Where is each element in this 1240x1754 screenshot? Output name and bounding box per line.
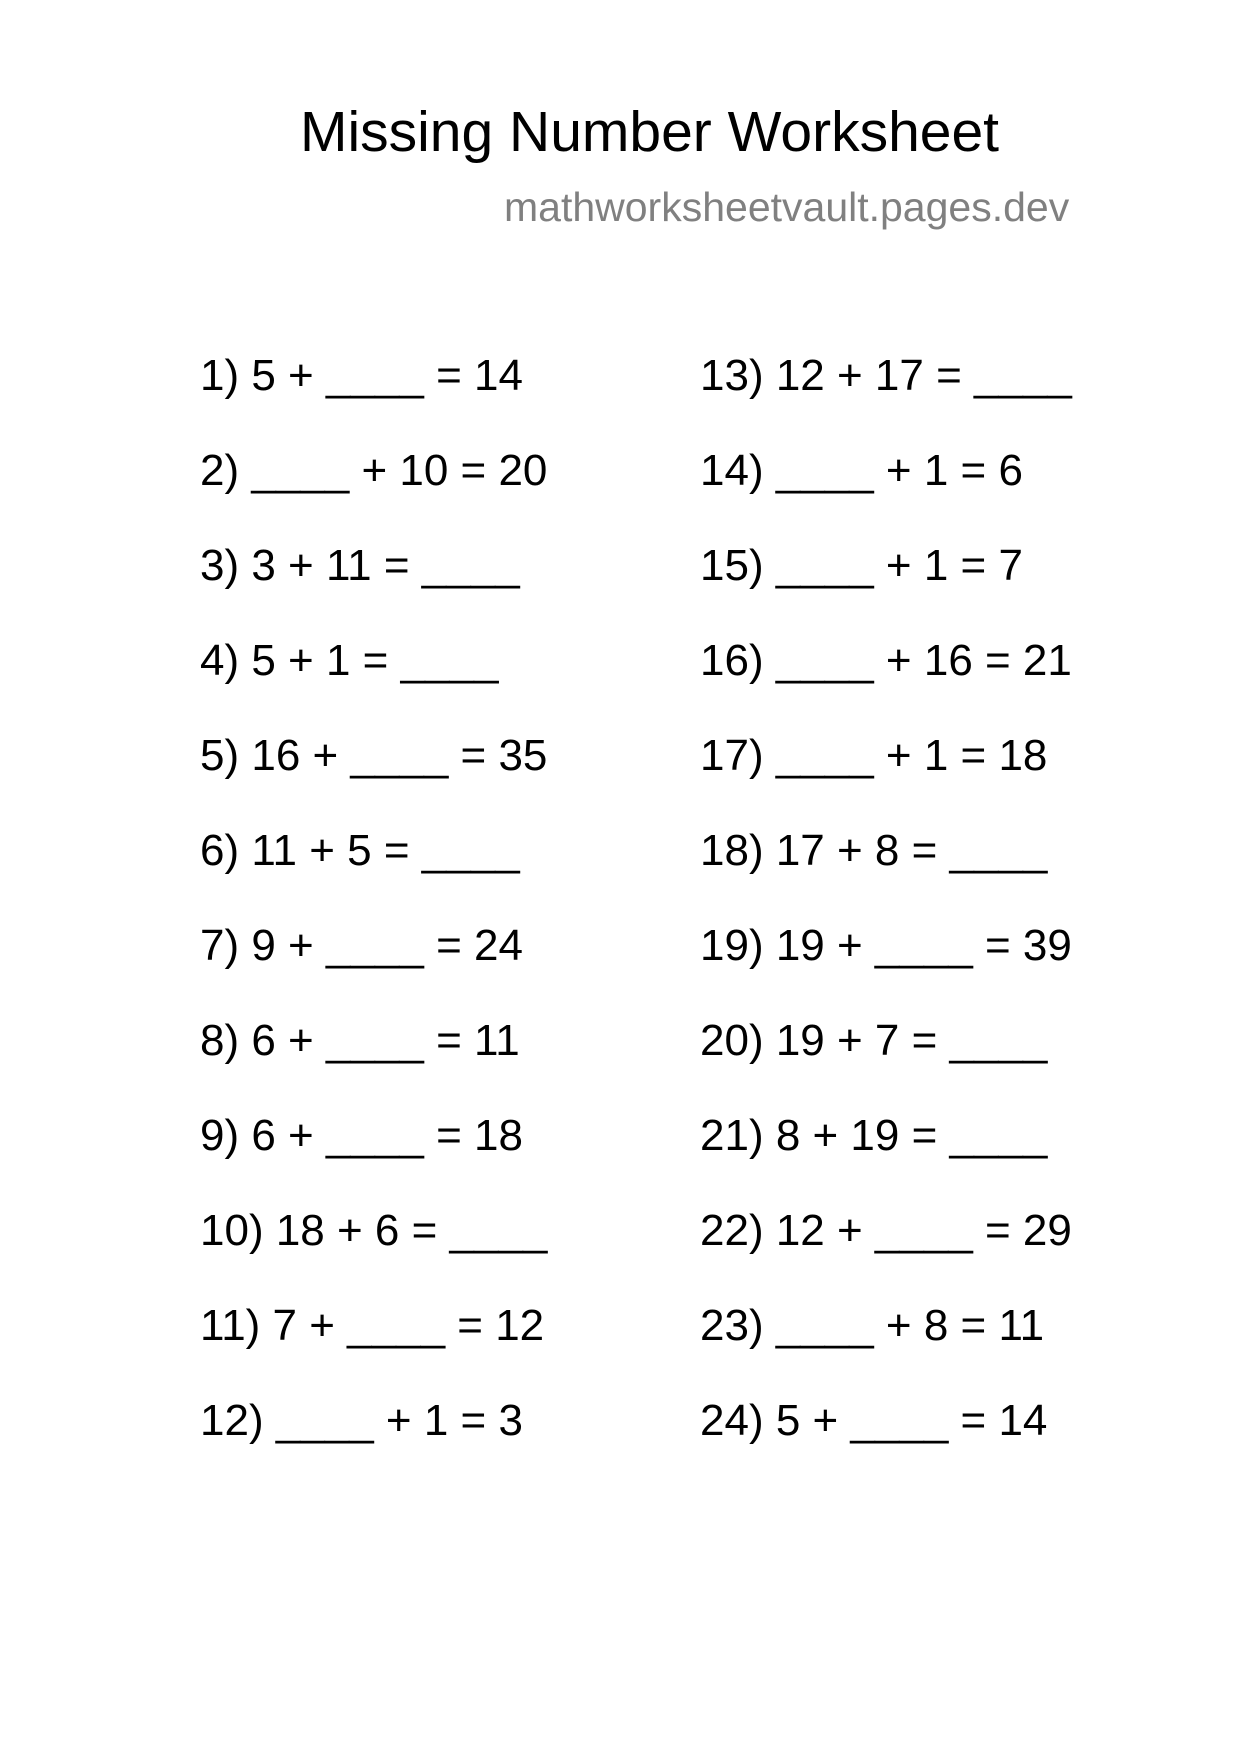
problem-21: 21) 8 + 19 = ____ xyxy=(700,1111,1048,1160)
problem-15: 15) ____ + 1 = 7 xyxy=(700,541,1023,590)
problem-1: 1) 5 + ____ = 14 xyxy=(200,351,523,400)
problem-24: 24) 5 + ____ = 14 xyxy=(700,1396,1048,1445)
problem-16: 16) ____ + 16 = 21 xyxy=(700,636,1072,685)
problem-6: 6) 11 + 5 = ____ xyxy=(200,826,520,875)
problem-20: 20) 19 + 7 = ____ xyxy=(700,1016,1048,1065)
problem-17: 17) ____ + 1 = 18 xyxy=(700,731,1048,780)
problem-2: 2) ____ + 10 = 20 xyxy=(200,446,548,495)
problem-7: 7) 9 + ____ = 24 xyxy=(200,921,523,970)
problem-13: 13) 12 + 17 = ____ xyxy=(700,351,1072,400)
problem-23: 23) ____ + 8 = 11 xyxy=(700,1301,1045,1350)
problem-column-left xyxy=(200,350,547,1490)
page-title: Missing Number Worksheet xyxy=(300,100,1000,164)
problem-10: 10) 18 + 6 = ____ xyxy=(200,1206,548,1255)
problem-18: 18) 17 + 8 = ____ xyxy=(700,826,1048,875)
problem-8: 8) 6 + ____ = 11 xyxy=(200,1016,520,1065)
problem-11: 11) 7 + ____ = 12 xyxy=(200,1301,545,1350)
problem-22: 22) 12 + ____ = 29 xyxy=(700,1206,1072,1255)
source-url: mathworksheetvault.pages.dev xyxy=(504,184,1070,230)
problem-column-right xyxy=(700,350,1072,1490)
problem-3: 3) 3 + 11 = ____ xyxy=(200,541,520,590)
problem-9: 9) 6 + ____ = 18 xyxy=(200,1111,523,1160)
problem-19: 19) 19 + ____ = 39 xyxy=(700,921,1072,970)
problem-14: 14) ____ + 1 = 6 xyxy=(700,446,1023,495)
problem-4: 4) 5 + 1 = ____ xyxy=(200,636,499,685)
problem-12: 12) ____ + 1 = 3 xyxy=(200,1396,523,1445)
problem-5: 5) 16 + ____ = 35 xyxy=(200,731,548,780)
